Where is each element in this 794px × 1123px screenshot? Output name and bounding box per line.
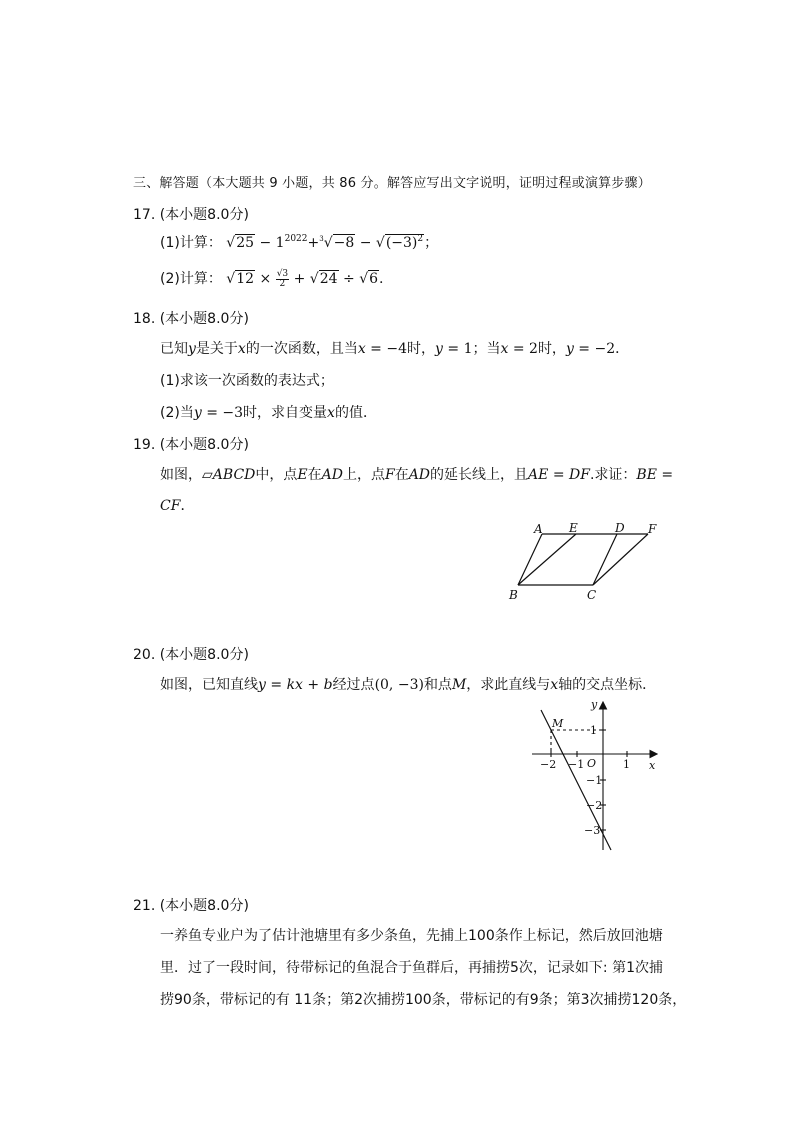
q20-header bbox=[133, 644, 249, 664]
q18-text: 时， bbox=[537, 341, 566, 357]
q19-parallelogram-figure bbox=[500, 515, 670, 605]
q20-text: ，求此直线与 bbox=[466, 677, 551, 693]
q17-part2-expr: √12 × $\frac{√3}{2}$ + √24 ÷ √6. bbox=[226, 268, 384, 289]
q21-line3: 捞90条，带标记的有 11条；第2次捕捞100条，带标记的有9条；第3次捕捞120条， bbox=[160, 992, 687, 1008]
q20-text: 经过点 bbox=[332, 677, 375, 693]
tick-label-ym3: −3 bbox=[584, 824, 601, 837]
q18-part2-text: (2)当 bbox=[160, 405, 194, 421]
q19-text: 在 bbox=[394, 467, 409, 483]
q17-part1-label: (1)计算： bbox=[160, 235, 222, 251]
q18-part1: (1)求该一次函数的表达式； bbox=[160, 373, 334, 389]
q19-header bbox=[133, 434, 249, 454]
label-F: F bbox=[648, 522, 657, 536]
q18-text: 是关于 bbox=[195, 341, 238, 357]
q20-text: 和点 bbox=[423, 677, 452, 693]
q17-part2-label: (2)计算： bbox=[160, 271, 222, 287]
section-header: 三、解答题（本大题共 9 小题，共 86 分。解答应写出文字说明，证明过程或演算步骤） bbox=[133, 176, 651, 191]
tick-label-ym2: −2 bbox=[586, 799, 603, 812]
label-D: D bbox=[615, 521, 625, 535]
q17-part2 bbox=[160, 268, 383, 289]
label-A: A bbox=[534, 522, 543, 536]
q19-score: (本小题8.0分) bbox=[159, 437, 249, 453]
q18-part2-text: 时，求自变量 bbox=[243, 405, 328, 421]
q20-text: 如图，已知直线 bbox=[160, 677, 258, 693]
q18-score: (本小题8.0分) bbox=[159, 311, 249, 327]
segment-CF bbox=[593, 534, 648, 585]
y-axis-label: y bbox=[591, 698, 598, 711]
tick-label-xm1: −1 bbox=[568, 758, 585, 771]
tick-label-ym1: −1 bbox=[586, 774, 603, 787]
q19-number: 19. bbox=[133, 437, 156, 453]
segment-BE bbox=[518, 534, 576, 585]
q17-score: (本小题8.0分) bbox=[159, 207, 249, 223]
q21-line2: 里．过了一段时间，待带标记的鱼混合于鱼群后，再捕捞5次，记录如下: 第1次捕 bbox=[160, 960, 663, 976]
q19-stem-line2: CF． bbox=[160, 498, 195, 514]
q19-text: 中，点 bbox=[255, 467, 298, 483]
q19-stem-line1: 如图，▱ABCD中，点E在AD上，点F在AD的延长线上，且AE = DF.求证：BE = bbox=[160, 467, 674, 483]
label-E: E bbox=[569, 521, 578, 535]
q18-part2: (2)当y = −3时，求自变量x的值． bbox=[160, 405, 377, 421]
q21-number: 21. bbox=[133, 898, 156, 914]
q18-text: 的一次函数，且当 bbox=[245, 341, 358, 357]
tick-label-y1: 1 bbox=[590, 724, 597, 737]
segment-DC bbox=[593, 534, 617, 585]
q18-header bbox=[133, 308, 249, 328]
q18-part2-text: 的值． bbox=[334, 405, 377, 421]
q19-text: 上，点 bbox=[342, 467, 385, 483]
q18-text: 时， bbox=[407, 341, 436, 357]
q19-text: 的延长线上，且 bbox=[430, 467, 529, 483]
q19-text: .求证： bbox=[589, 467, 637, 483]
q17-number: 17. bbox=[133, 207, 156, 223]
label-C: C bbox=[587, 588, 597, 602]
origin-label: O bbox=[587, 757, 597, 770]
tick-label-x1: 1 bbox=[623, 758, 630, 771]
q18-text: 已知 bbox=[160, 341, 188, 357]
q19-text: 如图，▱ bbox=[160, 467, 213, 483]
q21-line1: 一养鱼专业户为了估计池塘里有多少条鱼，先捕上100条作上标记，然后放回池塘 bbox=[160, 928, 663, 944]
q18-number: 18. bbox=[133, 311, 156, 327]
q18-text: ；当 bbox=[472, 341, 501, 357]
q20-score: (本小题8.0分) bbox=[159, 647, 249, 663]
q19-text: ． bbox=[180, 498, 195, 514]
label-B: B bbox=[509, 588, 518, 602]
q18-text: ． bbox=[615, 341, 630, 357]
q18-stem: 已知y是关于x的一次函数，且当x = −4时，y = 1；当x = 2时，y = −2． bbox=[160, 341, 630, 357]
segment-AB bbox=[518, 534, 542, 585]
q17-header bbox=[133, 204, 249, 224]
q19-text: 在 bbox=[307, 467, 322, 483]
q20-text: 轴的交点坐标． bbox=[558, 677, 657, 693]
tick-label-xm2: −2 bbox=[540, 758, 557, 771]
q17-part1-expr: $√25 - 1^{2022}+^3√-8 - √(-3)^2$； bbox=[226, 234, 439, 251]
q17-part1 bbox=[160, 232, 438, 252]
q20-number: 20. bbox=[133, 647, 156, 663]
q21-score: (本小题8.0分) bbox=[159, 898, 249, 914]
x-axis-label: x bbox=[649, 759, 656, 772]
q20-coordinate-graph bbox=[528, 695, 668, 855]
point-M-label: M bbox=[552, 717, 564, 730]
q20-stem: 如图，已知直线y = kx + b经过点(0, −3)和点M，求此直线与x轴的交点坐标． bbox=[160, 677, 657, 693]
q21-header bbox=[133, 895, 249, 915]
